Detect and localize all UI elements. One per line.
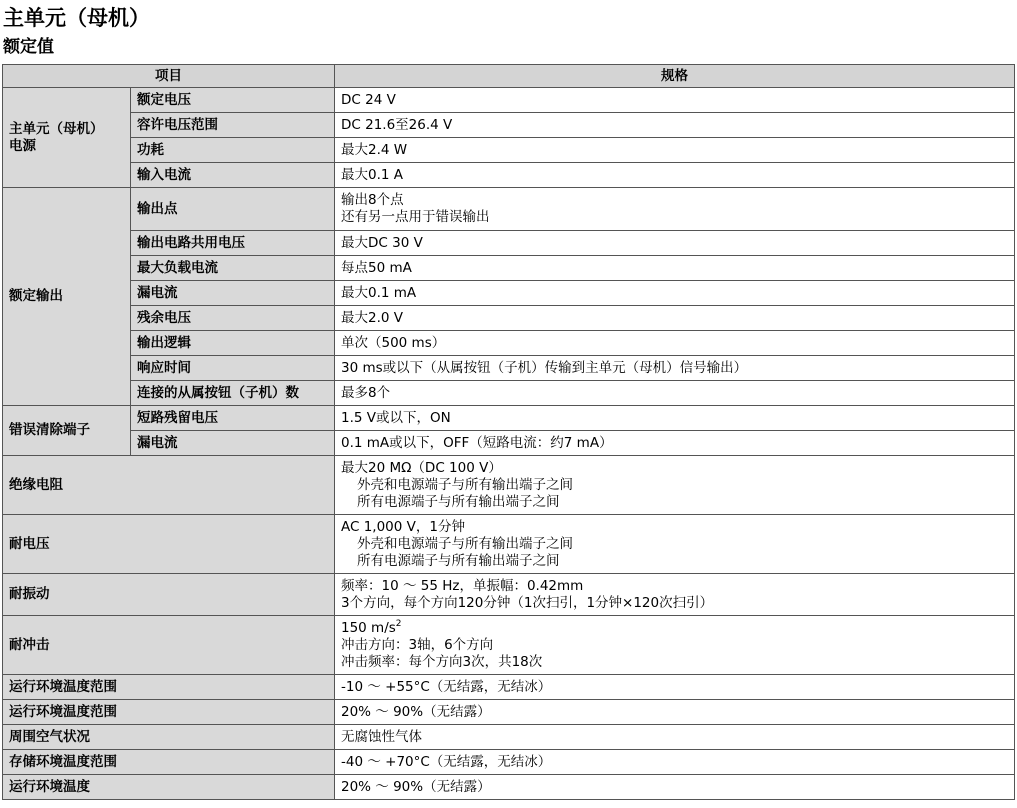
table-row [3, 574, 1015, 616]
table-row [3, 775, 1015, 800]
row-label: 短路残留电压 [131, 406, 335, 431]
header-item: 项目 [3, 65, 335, 88]
row-label: 运行环境温度 [3, 775, 335, 800]
row-value: DC 24 V [335, 88, 1015, 113]
row-label-insulation: 绝缘电阻 [3, 456, 335, 515]
row-value: 单次（500 ms） [335, 331, 1015, 356]
table-row [3, 188, 1015, 231]
row-label: 响应时间 [131, 356, 335, 381]
table-row [3, 381, 1015, 406]
table-row [3, 138, 1015, 163]
spec-table [2, 64, 1015, 800]
row-value: DC 21.6至26.4 V [335, 113, 1015, 138]
row-label: 周围空气状况 [3, 725, 335, 750]
group-label-power: 主单元（母机） 电源 [3, 88, 131, 188]
table-row [3, 431, 1015, 456]
row-label: 残余电压 [131, 306, 335, 331]
row-value: -40 ～ +70°C（无结露，无结冰） [335, 750, 1015, 775]
table-row [3, 163, 1015, 188]
row-value: 20% ～ 90%（无结露） [335, 775, 1015, 800]
row-value: 最大0.1 A [335, 163, 1015, 188]
table-row [3, 700, 1015, 725]
row-value: 1.5 V或以下，ON [335, 406, 1015, 431]
table-row [3, 256, 1015, 281]
table-row [3, 88, 1015, 113]
row-value: -10 ～ +55°C（无结露，无结冰） [335, 675, 1015, 700]
row-label: 运行环境温度范围 [3, 675, 335, 700]
row-value: AC 1,000 V，1分钟 外壳和电源端子与所有输出端子之间 所有电源端子与所有输出端子之间 [335, 515, 1015, 574]
row-value: 最大20 MΩ（DC 100 V） 外壳和电源端子与所有输出端子之间 所有电源端子与所有输出端子之间 [335, 456, 1015, 515]
section-title: 额定值 [3, 37, 54, 57]
row-value: 30 ms或以下（从属按钮（子机）传输到主单元（母机）信号输出） [335, 356, 1015, 381]
row-label: 漏电流 [131, 281, 335, 306]
row-value: 最大0.1 mA [335, 281, 1015, 306]
table-row [3, 331, 1015, 356]
table-row [3, 675, 1015, 700]
table-row [3, 616, 1015, 675]
table-row [3, 113, 1015, 138]
row-value: 输出8个点 还有另一点用于错误输出 [335, 188, 1015, 231]
group-label-error-clear: 错误清除端子 [3, 406, 131, 456]
superscript: 2 [395, 618, 402, 629]
table-header-row [3, 65, 1015, 88]
table-row [3, 406, 1015, 431]
row-value: 150 $m/s^2$ 冲击方向：3轴，6个方向 冲击频率：每个方向3次，共18次 [335, 616, 1015, 675]
table-row [3, 231, 1015, 256]
row-label: 容许电压范围 [131, 113, 335, 138]
group-label-output: 额定输出 [3, 188, 131, 406]
row-value: 0.1 mA或以下，OFF（短路电流：约7 mA） [335, 431, 1015, 456]
page-title: 主单元（母机） [3, 6, 150, 30]
table-row [3, 281, 1015, 306]
row-value: 20% ～ 90%（无结露） [335, 700, 1015, 725]
row-label: 输出点 [131, 188, 335, 231]
row-label-voltage-withstand: 耐电压 [3, 515, 335, 574]
row-value: 最大2.4 W [335, 138, 1015, 163]
header-spec: 规格 [335, 65, 1015, 88]
row-label: 存储环境温度范围 [3, 750, 335, 775]
row-label: 额定电压 [131, 88, 335, 113]
row-value: 每点50 mA [335, 256, 1015, 281]
row-label: 运行环境温度范围 [3, 700, 335, 725]
row-label: 输入电流 [131, 163, 335, 188]
row-label: 连接的从属按钮（子机）数 [131, 381, 335, 406]
row-value: 频率：10 ～ 55 Hz，单振幅：0.42mm 3个方向，每个方向120分钟（1次扫引，1分钟×120次扫引） [335, 574, 1015, 616]
row-value: 最大2.0 V [335, 306, 1015, 331]
shock-value: 150 m/s [341, 619, 396, 636]
row-label: 输出电路共用电压 [131, 231, 335, 256]
table-row [3, 750, 1015, 775]
row-label: 输出逻辑 [131, 331, 335, 356]
row-label-vibration: 耐振动 [3, 574, 335, 616]
table-row [3, 725, 1015, 750]
row-label-shock: 耐冲击 [3, 616, 335, 675]
row-value: 最多8个 [335, 381, 1015, 406]
table-row [3, 515, 1015, 574]
table-row [3, 356, 1015, 381]
row-label: 最大负载电流 [131, 256, 335, 281]
row-value: 最大DC 30 V [335, 231, 1015, 256]
row-label: 漏电流 [131, 431, 335, 456]
table-row [3, 456, 1015, 515]
row-label: 功耗 [131, 138, 335, 163]
table-row [3, 306, 1015, 331]
row-value: 无腐蚀性气体 [335, 725, 1015, 750]
